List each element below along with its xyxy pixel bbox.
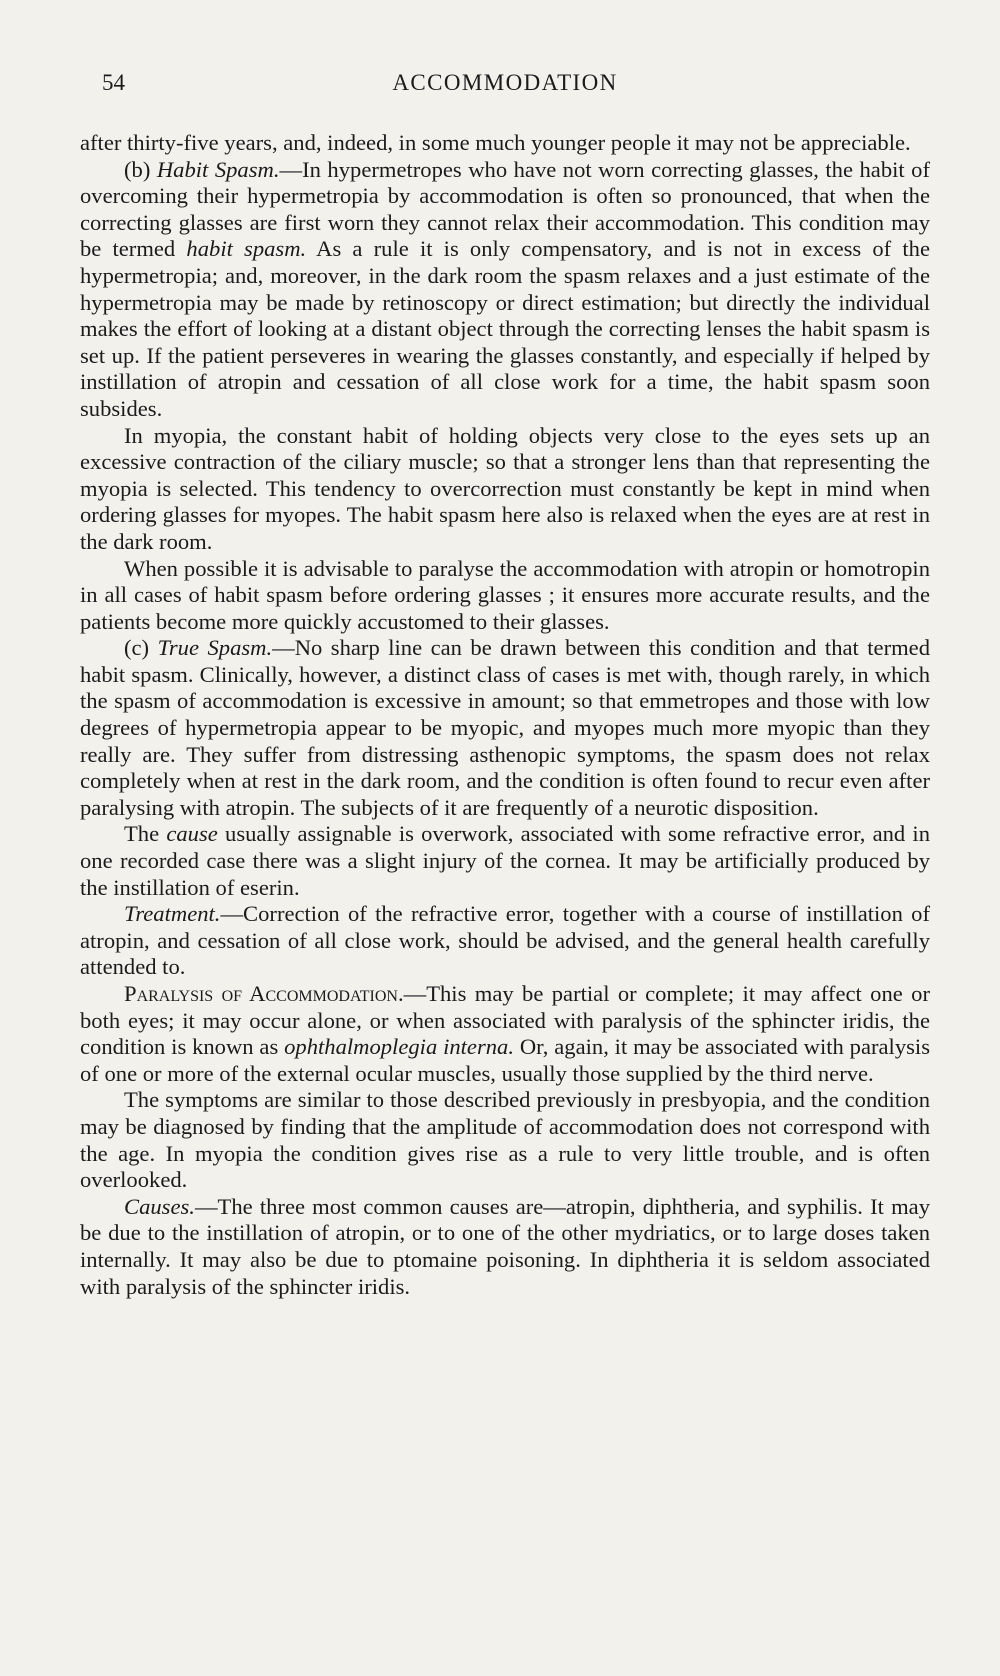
section-term: Treatment.: [124, 901, 221, 927]
italic-term: cause: [166, 821, 218, 847]
section-label: (b): [124, 156, 157, 182]
paragraph-text: —The three most common causes are—atropin, diphtheria, and syphilis. It may be due to the instillation of atropin, or to one of the other mydriatics, or to large doses taken internally. It may also be due to ptomaine poisoning. In diphtheria it is seldom associated with paralysis of the sphincter iridis.: [80, 1193, 930, 1299]
paragraph-text: —In hypermetropes who have not worn correcting glasses, the habit of overcoming their hypermetropia by accommodation is often so pronounced, that when the correcting glasses are first worn they cannot relax their accommodation. This condition may be termed: [80, 156, 931, 262]
section-label: (c): [124, 635, 158, 661]
paragraph-text: after thirty-five years, and, indeed, in some much younger people it may not be appreciable.: [80, 130, 911, 155]
paragraph-text: —No sharp line can be drawn between this condition and that termed habit spasm. Clinically, however, a distinct class of cases is met with, though rarely, in which the spasm of accommodation is excessive in amount; so that emmetropes and those with low degrees of hypermetropia appear to be myopic, and myopes much more myopic than they really are. They suffer from distressing asthenopic symptoms, the spasm does not relax completely when at rest in the dark room, and the condition is often found to recur even after paralysing with atropin. The subjects of it are frequently of a neurotic disposition.: [80, 635, 930, 820]
italic-term: habit spasm.: [186, 236, 307, 262]
paragraph-treatment: [80, 901, 930, 981]
section-term: Causes.: [124, 1193, 195, 1219]
paragraph-true-spasm: [80, 635, 930, 821]
paragraph-text: As a rule it is only compensatory, and is not in excess of the hypermetropia; and, moreover, in the dark room the spasm relaxes and a just estimate of the hypermetropia may be made by retinoscopy or direct estimation; but directly the individual makes the effort of looking at a distant object through the correcting lenses the habit spasm is set up. If the patient perseveres in wearing the glasses constantly, and especially if helped by instillation of atropin and cessation of all close work for a time, the habit spasm soon subsides.: [80, 236, 930, 421]
section-term: Habit Spasm.: [156, 156, 280, 182]
paragraph-text: The symptoms are similar to those described previously in presbyopia, and the condition may be diagnosed by finding that the amplitude of accommodation does not correspond with the age. In myopia the condition gives rise as a rule to very little trouble, and is often overlooked.: [80, 1087, 930, 1193]
paragraph-habit-spasm: [80, 157, 930, 423]
paragraph-paralysis: [80, 981, 930, 1087]
paragraph-text: —Correction of the refractive error, together with a course of instillation of atropin, and cessation of all close work, should be advised, and the general health carefully attended to.: [80, 901, 930, 980]
paragraph-text: —This may be partial or complete; it may affect one or both eyes; it may occur alone, or when associated with paralysis of the sphincter iridis, the condition is known as: [80, 981, 931, 1060]
book-page: [80, 70, 930, 1300]
page-header: [80, 70, 930, 108]
italic-term: ophthalmoplegia interna.: [284, 1034, 514, 1060]
paragraph-symptoms: [80, 1087, 930, 1193]
paragraph-text: usually assignable is overwork, associated with some refractive error, and in one recorded case there was a slight injury of the cornea. It may be artificially produced by the instillation of eserin.: [80, 821, 931, 900]
section-term: True Spasm.: [157, 635, 273, 661]
paragraph-text: Or, again, it may be associated with paralysis of one or more of the external ocular muscles, usually those supplied by the third nerve.: [80, 1034, 930, 1086]
section-heading: Paralysis of Accommodation.: [124, 981, 404, 1006]
paragraph-paralyse-advice: [80, 556, 930, 636]
page-number: 54: [102, 70, 125, 95]
running-title: ACCOMMODATION: [392, 70, 618, 95]
paragraph-causes: [80, 1194, 930, 1300]
paragraph-text: When possible it is advisable to paralyse the accommodation with atropin or homotropin in all cases of habit spasm before ordering glasses ; it ensures more accurate results, and the patients become more quickly accustomed to their glasses.: [80, 555, 930, 634]
paragraph-text: The: [124, 821, 167, 847]
paragraph-myopia: [80, 423, 930, 556]
paragraph-text: In myopia, the constant habit of holding objects very close to the eyes sets up an excessive contraction of the ciliary muscle; so that a stronger lens than that representing the myopia is selected. This tendency to overcorrection must constantly be kept in mind when ordering glasses for myopes. The habit spasm here also is relaxed when the eyes are at rest in the dark room.: [80, 422, 930, 554]
paragraph-cause: [80, 821, 930, 901]
paragraph-1: [80, 130, 930, 157]
